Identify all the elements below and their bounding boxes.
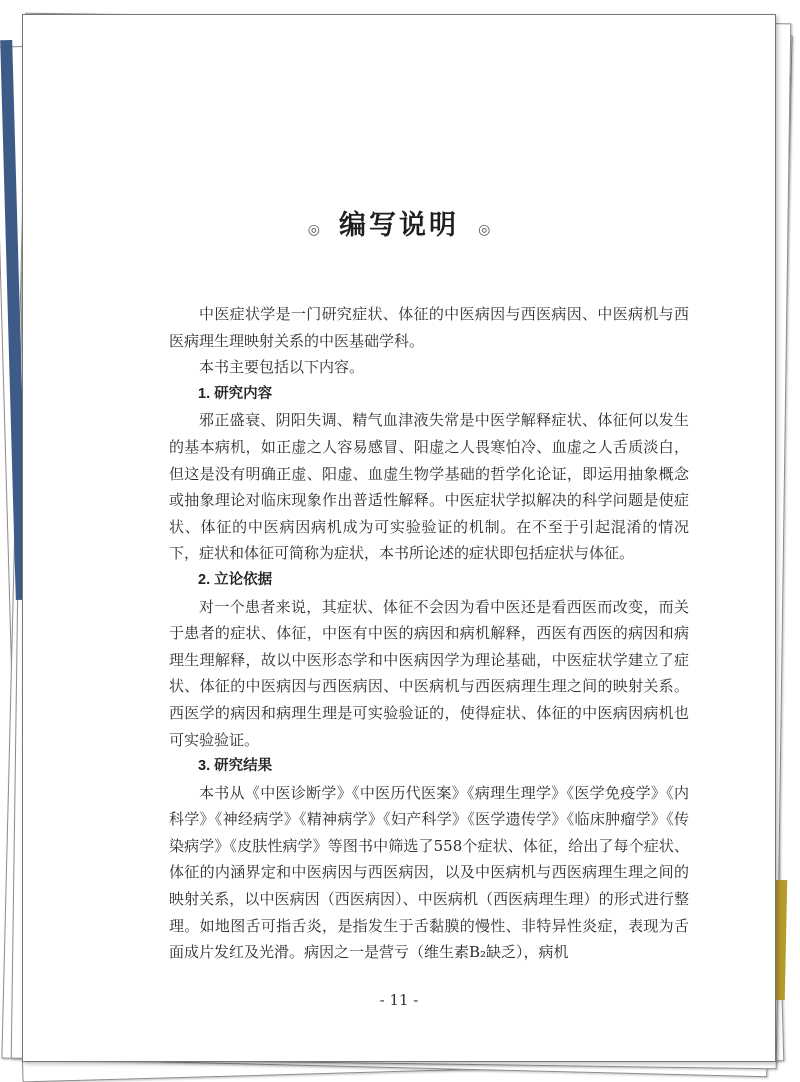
section-paragraph: 本书从《中医诊断学》《中医历代医案》《病理生理学》《医学免疫学》《内科学》《神经病学》《精神病学》《妇产科学》《医学遗传学》《临床肿瘤学》《传染病学》《皮肤性病学》等图书中筛选了558个症状、体征，给出了每个症状、体征的内涵界定和中医病因与西医病因，以及中医病机与西医病理生理之间的映射关系，以中医病因（西医病因）、中医病机（西医病理生理）的形式进行整理。如地图舌可指舌炎，是指发生于舌黏膜的慢性、非特异性炎症，表现为舌面成片发红及光滑。病因之一是营亏（维生素B₂缺乏），病机 bbox=[169, 783, 689, 962]
ornament-icon: ◎ bbox=[307, 221, 320, 238]
section-heading-results: 3. 研究结果 bbox=[198, 758, 273, 775]
intro-paragraph-2: 本书主要包括以下内容。 bbox=[199, 358, 365, 377]
document-page bbox=[22, 14, 776, 1062]
intro-paragraph: 中医症状学是一门研究症状、体征的中医病因与西医病因、中医病机与西医病理生理映射关系的中医基础学科。 bbox=[169, 305, 689, 350]
section-heading-research-content: 1. 研究内容 bbox=[198, 385, 273, 402]
title-row bbox=[23, 203, 775, 242]
body-text bbox=[169, 301, 689, 966]
page-number: - 11 - bbox=[379, 991, 419, 1009]
section-paragraph: 对一个患者来说，其症状、体征不会因为看中医还是看西医而改变，而关于患者的症状、体征，中医有中医的病因和病机解释，西医有西医的病因和病理生理解释，故以中医形态学和中医病因学为理论基础，中医症状学建立了症状、体征的中医病因与西医病因、中医病机与西医病理生理之间的映射关系。西医学的病因和病理生理是可实验验证的，使得症状、体征的中医病因病机也可实验验证。 bbox=[169, 597, 689, 749]
page-title: 编写说明 bbox=[339, 210, 459, 241]
section-paragraph: 邪正盛衰、阴阳失调、精气血津液失常是中医学解释症状、体征何以发生的基本病机，如正虚之人容易感冒、阳虚之人畏寒怕冷、血虚之人舌质淡白，但这是没有明确正虚、阳虚、血虚生物学基础的哲学化论证，即运用抽象概念或抽象理论对临床现象作出普适性解释。中医症状学拟解决的科学问题是使症状、体征的中医病因病机成为可实验验证的机制。在不至于引起混淆的情况下，症状和体征可简称为症状，本书所论述的症状即包括症状与体征。 bbox=[169, 411, 689, 563]
section-heading-basis: 2. 立论依据 bbox=[198, 571, 273, 588]
ornament-icon: ◎ bbox=[478, 221, 491, 238]
